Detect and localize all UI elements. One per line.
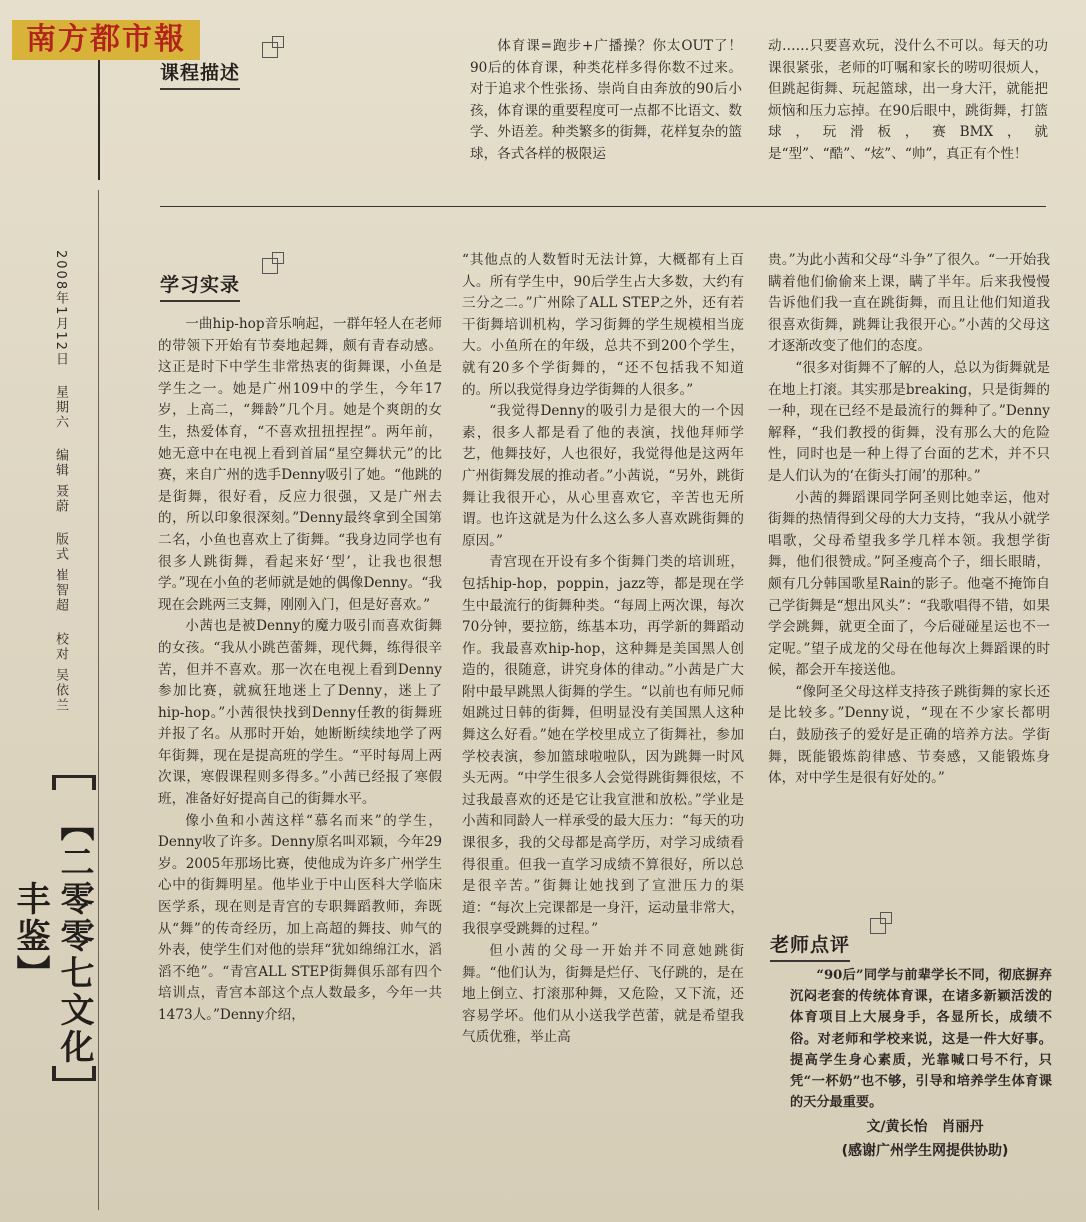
body-paragraph: 青宫现在开设有多个街舞门类的培训班，包括hip-hop，poppin，jazz等，都是现在学生中最流行的街舞种类。“每周上两次课，每次70分钟，要拉筋，练基本功，再学新的舞蹈动作。我最喜欢hip-hop，这种舞是美国黑人创造的，很随意，讲究身体的律动。”小茜是广大附中最早跳黑人街舞的学生。“以前也有师兄师姐跳过日韩的街舞，但明显没有美国黑人这种舞这么好看。”她在学校里成立了街舞社，参加学校表演，参加篮球啦啦队，因为跳舞一时风头无两。“中学生很多人会觉得跳街舞很炫，不过我最喜欢的还是它让我宣泄和放松。”学业是小茜和同龄人一样承受的最大压力：“每天的功课很多，我的父母都是高学历，对学习成绩看得很重。但我一直学习成绩不算很好，所以总是很辛苦。”街舞让她找到了宣泄压力的渠道：“每次上完课都是一身汗，运动量非常大，我很享受跳舞的过程。” [462, 554, 744, 938]
heading-study-record: 学习实录 [160, 270, 240, 297]
byline-thanks: (感谢广州学生网提供协助) [841, 1143, 1009, 1159]
intro-paragraph: 动……只要喜欢玩，没什么不可以。每天的功课很紧张，老师的叮嘱和家长的唠叨很烦人，但跳起街舞、玩起篮球，出一身大汗，就能把烦恼和压力忘掉。在90后眼中，跳街舞，打篮球，玩滑板，赛BMX，就是“型”、“酷”、“炫”、“帅”，真正有个性！ [768, 38, 1048, 162]
intro-paragraph: 体育课=跑步+广播操？你太OUT了！90后的体育课，种类花样多得你数不过来。对于追求个性张扬、崇尚自由奔放的90后小孩，体育课的重要程度可一点都不比语文、数学、外语差。种类繁多的街舞，花样复杂的篮球，各式各样的极限运 [470, 38, 742, 162]
body-paragraph: 像小鱼和小茜这样“慕名而来”的学生，Denny收了许多。Denny原名叫邓颖，今年29岁。2005年那场比赛，使他成为许多广州学生心中的街舞明星。他毕业于中山医科大学临床医学系，现在则是青宫的专职舞蹈教师，奔既从“舞”的传奇经历，加上高超的舞技、帅气的外表，使学生们对他的崇拜“犹如绵绵江水，滔滔不绝”。“青宫ALL STEP街舞俱乐部有四个培训点，青宫本部这个点人数最多，今年一共1473人。”Denny介绍， [158, 812, 442, 1023]
body-column-3 [768, 250, 1050, 790]
heading-course-description: 课程描述 [160, 58, 240, 85]
body-paragraph: “其他点的人数暂时无法计算，大概都有上百人。所有学生中，90后学生占大多数，大约有三分之二。”广州除了ALL STEP之外，还有若干街舞培训机构，学习街舞的学生规模相当庞大。小鱼所在的年级，总共不到200个学生，就有20多个学街舞的，“还不包括我不知道的。所以我觉得身边学街舞的人很多。” [462, 252, 744, 398]
credit-editor: 编辑 聂蔚 [53, 448, 68, 515]
body-column-1 [158, 314, 442, 1027]
heading-decoration [272, 36, 284, 48]
byline-authors: 文/黄长怡 肖丽丹 [866, 1119, 984, 1135]
heading-decoration [880, 912, 892, 924]
credit-proofreader: 校对 吴依兰 [53, 631, 68, 713]
left-vertical-rule-lower [98, 190, 99, 1210]
teacher-comment-body: “90后”同学与前辈学长不同，彻底摒弃沉闷老套的传统体育课，在诸多新颖活泼的体育项目上大展身手，各显所长，成绩不俗。对老师和学校来说，这是一件大好事。提高学生身心素质，光靠喊口号不行，只凭“一杯奶”也不够，引导和培养学生体育课的天分最重要。 [790, 968, 1052, 1111]
heading-teacher-comment: 老师点评 [770, 930, 850, 957]
body-column-2 [462, 250, 744, 1049]
dateline-weekday: 星期六 [53, 385, 68, 431]
body-paragraph: 小茜的舞蹈课同学阿圣则比她幸运，他对街舞的热情得到父母的大力支持，“我从小就学唱歌，父母希望我多学几样本领。我想学街舞，他们很赞成。”阿圣瘦高个子，细长眼睛，颇有几分韩国歌星Rain的影子。他毫不掩饰自己学街舞是“想出风头”：“我歌唱得不错，如果学会跳舞，就更全面了，今后碰碰星运也不一定呢。”望子成龙的父母在他每次上舞蹈课的时候，都会开车接送他。 [768, 489, 1050, 679]
body-paragraph: 一曲hip-hop音乐响起，一群年轻人在老师的带领下开始有节奏地起舞，颇有青春动感。这正是时下中学生非常热衷的街舞课，小鱼是学生之一。她是广州109中的学生，今年17岁，上高二，“舞龄”几个月。她是个爽朗的女生，热爱体育，“不喜欢扭扭捏捏”。两年前，她无意中在电视上看到首届“星空舞状元”的比赛，来自广州的选手Denny吸引了她。“他跳的是街舞，很好看，反应力很强，又是广州去的，所以印象很深刻。”Denny最终拿到全国第二名，小鱼也喜欢上了街舞。“我身边同学也有很多人跳街舞，看起来好‘型’，让我也很想学。”现在小鱼的老师就是她的偶像Denny。“我现在会跳两三支舞，刚刚入门，但是好喜欢。” [158, 316, 442, 613]
body-paragraph: 贵。”为此小茜和父母“斗争”了很久。“一开始我瞒着他们偷偷来上课，瞒了半年。后来我慢慢告诉他们我一直在跳街舞，而且让他们知道我很喜欢街舞，跳舞让我很开心。”小茜的父母这才逐渐改变了他们的态度。 [768, 252, 1050, 355]
heading-decoration [272, 252, 284, 264]
body-paragraph: “很多对街舞不了解的人，总以为街舞就是在地上打滚。其实那是breaking，只是街舞的一种，现在已经不是最流行的舞种了。”Denny解释，“我们教授的街舞，没有那么大的危险性，同时也是一种上得了台面的艺术，并不只是人们认为的‘在街头打闹’的那种。” [768, 359, 1050, 484]
newspaper-masthead: 南方都市報 [12, 20, 200, 60]
body-paragraph: “我觉得Denny的吸引力是很大的一个因素，很多人都是看了他的表演，找他拜师学艺，他舞技好，人也很好，我觉得他是这两年广州街舞发展的推动者。”小茜说，“另外，跳街舞让我很开心，从心里喜欢它，辛苦也无所谓。也许这就是为什么这么多人喜欢跳街舞的原因。” [462, 403, 744, 549]
dateline-credits [40, 250, 70, 725]
series-tag [10, 775, 96, 1081]
credit-layout: 版式 崔智超 [53, 532, 68, 614]
intro-column-2 [768, 36, 1048, 166]
intro-column-1 [470, 36, 742, 166]
body-paragraph: 但小茜的父母一开始并不同意她跳街舞。“他们认为，街舞是烂仔、飞仔跳的，是在地上倒立、打滚那种舞，又危险，又下流，还容易学坏。他们从小送我学芭蕾，就是希望我气质优雅，举止高 [462, 943, 744, 1046]
body-paragraph: 小茜也是被Denny的魔力吸引而喜欢街舞的女孩。“我从小跳芭蕾舞，现代舞，练得很辛苦，但并不喜欢。那一次在电视上看到Denny参加比赛，就疯狂地迷上了Denny，迷上了hip-hop。”小茜很快找到Denny任教的街舞班并报了名。从那时开始，她断断续续地学了两年街舞，现在是提高班的学生。“平时每周上两次课，寒假课程则多得多。”小茜已经报了寒假班，准备好好提高自己的街舞水平。 [158, 618, 442, 808]
byline [790, 1115, 1060, 1163]
series-title: 【二零零七文化丰鉴】 [10, 806, 94, 1066]
body-paragraph: “像阿圣父母这样支持孩子跳街舞的家长还是比较多。”Denny说，“现在不少家长都明白，鼓励孩子的爱好是正确的培养方法。学街舞，既能锻炼韵律感、节奏感，又能锻炼身体，对中学生是很有好处的。” [768, 683, 1050, 787]
left-vertical-rule [98, 60, 100, 180]
dateline-date: 2008年1月12日 [53, 250, 68, 367]
section-divider [160, 206, 1046, 207]
